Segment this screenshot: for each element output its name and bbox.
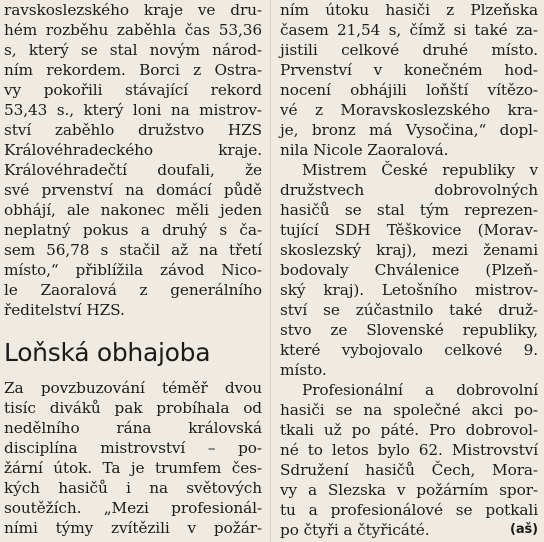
column-divider	[270, 0, 271, 542]
text-line: disciplína mistrovství – po-	[4, 439, 262, 457]
text-line: neplatný pokus a druhý s ča-	[4, 221, 262, 239]
text-line: ním rekordem. Borci z Ostra-	[4, 61, 262, 79]
text-line: ství se zúčastnilo také druž-	[280, 301, 538, 319]
text-line: bodovaly Chválenice (Plzeň-	[280, 261, 538, 279]
text-line: obhájí, ale nakonec měli jeden	[4, 201, 262, 219]
text-line: tisíc diváků pak probíhala od	[4, 399, 262, 417]
text-line: kých hasičů i na světových	[4, 479, 262, 497]
text-line: Královéhradeckého kraje.	[4, 141, 262, 159]
text-line: ravskoslezského kraje ve dru-	[4, 1, 262, 19]
text-line: skoslezský kraj), mezi ženami	[280, 241, 538, 259]
text-line: své prvenství na domácí půdě	[4, 181, 262, 199]
left-column	[4, 0, 262, 538]
text-line: po čtyři a čtyřicáté.	[280, 521, 430, 539]
text-line: ními týmy zvítězili v požár-	[4, 519, 262, 537]
paragraph-quote-continuation	[4, 0, 262, 320]
text-line: s, který se stal novým národ-	[4, 41, 262, 59]
text-line: místo.	[280, 361, 327, 379]
text-line: nila Nicole Zaoralová.	[280, 141, 449, 159]
text-line: ním útoku hasiči z Plzeňska	[280, 1, 538, 19]
text-line: ředitelství HZS.	[4, 301, 125, 319]
text-line: Za povzbuzování téměř dvou	[4, 379, 262, 397]
paragraph-fire-attack	[4, 378, 262, 538]
text-line: časem 21,54 s, čímž si také za-	[280, 21, 538, 39]
text-line: le Zaoralová z generálního	[4, 281, 262, 299]
text-line: vy a Slezska v požárním spor-	[280, 481, 538, 499]
text-line: tkali už po páté. Pro dobrovol-	[280, 421, 538, 439]
text-line: Mistrem České republiky v	[302, 161, 538, 179]
paragraph-volunteer-champions	[280, 160, 538, 380]
text-line: Sdružení hasičů Čech, Mora-	[280, 461, 538, 479]
text-line: nedělního rána královská	[4, 419, 262, 437]
text-line: hasiči se na společné akci po-	[280, 401, 538, 419]
text-line: nocení obhájili loňští vítězo-	[280, 81, 538, 99]
text-line: tu a profesionálové se potkali	[280, 501, 538, 519]
author-signature: (aš)	[510, 522, 538, 537]
text-line: stvo ze Slovenské republiky,	[280, 321, 538, 339]
text-line: je, bronz má Vysočina,“ dopl-	[280, 121, 538, 139]
text-line: žární útok. Ta je trumfem čes-	[4, 459, 262, 477]
paragraph-joint-event	[280, 380, 538, 540]
text-line: družstvech dobrovolných	[280, 181, 538, 199]
text-line: vy pokořili stávající rekord	[4, 81, 262, 99]
text-line: Profesionální a dobrovolní	[302, 381, 538, 399]
text-line: které vybojovalo celkové 9.	[280, 341, 538, 359]
right-column	[280, 0, 538, 540]
text-line: ství zaběhlo družstvo HZS	[4, 121, 262, 139]
text-line: Prvenství v konečném hod-	[280, 61, 538, 79]
text-line: né to letos bylo 62. Mistrovství	[280, 441, 538, 459]
text-line: místo,“ přiblížila závod Nico-	[4, 261, 262, 279]
text-line: jistili celkové druhé místo.	[280, 41, 538, 59]
text-line: Královéhradečtí doufali, že	[4, 161, 262, 179]
paragraph-results	[280, 0, 538, 160]
text-line: 53,43 s., který loni na mistrov-	[4, 101, 262, 119]
text-line: hasičů se stal tým reprezen-	[280, 201, 538, 219]
text-line: sem 56,78 s stačil až na třetí	[4, 241, 262, 259]
text-line: vé z Moravskoslezského kra-	[280, 101, 538, 119]
text-line-with-signature	[280, 520, 538, 540]
section-heading: Loňská obhajoba	[4, 338, 211, 367]
text-line: ský kraj). Letošního mistrov-	[280, 281, 538, 299]
text-line: soutěžích. „Mezi profesionál-	[4, 499, 262, 517]
text-line: tující SDH Těškovice (Morav-	[280, 221, 538, 239]
text-line: hém rozběhu zaběhla čas 53,36	[4, 21, 262, 39]
